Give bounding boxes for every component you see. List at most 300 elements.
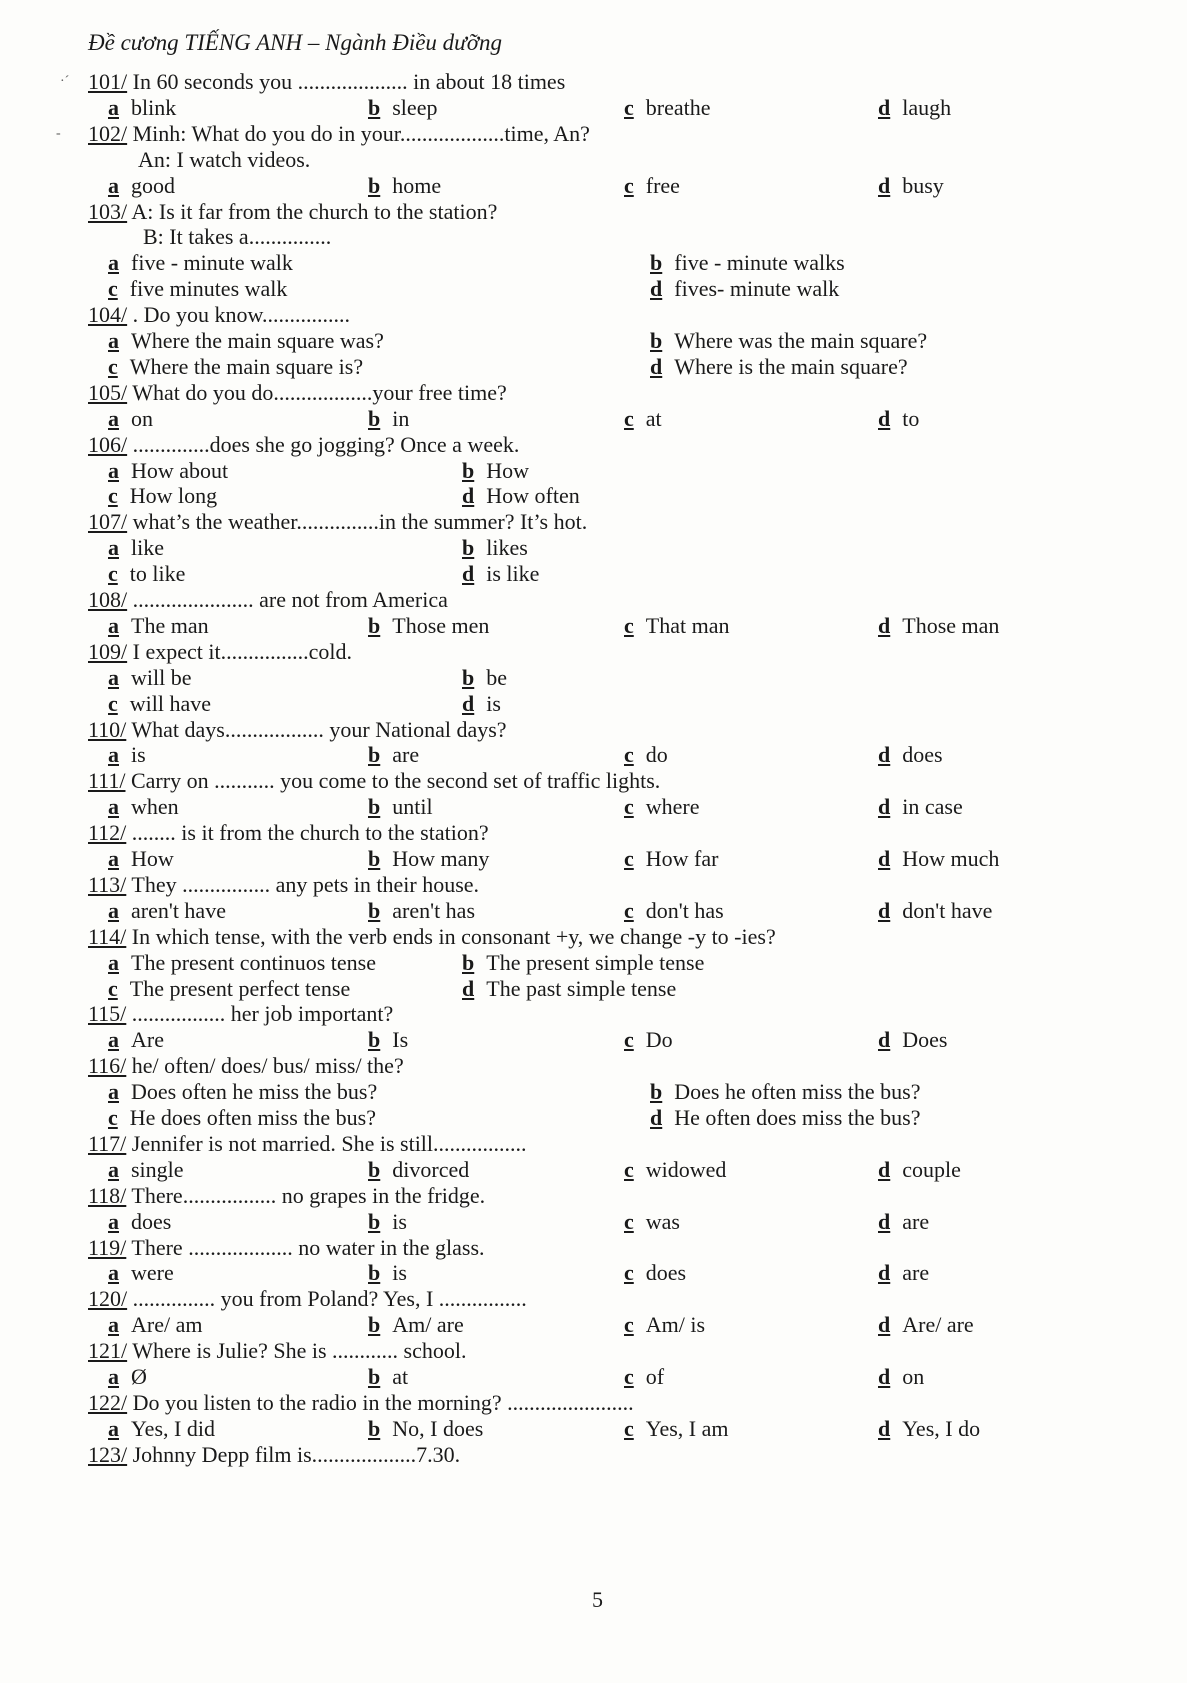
option-letter: b (368, 94, 381, 120)
option-letter: c (108, 483, 118, 509)
answer-option-d[interactable] (462, 690, 501, 718)
question-row (0, 431, 1187, 459)
option-letter: b (368, 1208, 381, 1234)
option-text: Those man (902, 612, 1000, 638)
question-stem (88, 716, 507, 744)
option-text: How long (129, 483, 218, 509)
answer-option-c[interactable] (624, 897, 724, 925)
option-letter: a (108, 742, 119, 768)
option-text: are (902, 1260, 930, 1286)
answer-option-d[interactable] (878, 793, 963, 821)
question-stem (88, 871, 479, 899)
answer-option-d[interactable] (878, 1363, 924, 1391)
option-letter: a (108, 250, 119, 276)
option-text: is like (486, 561, 540, 587)
question-text: Johnny Depp film is...................7.30. (127, 1441, 461, 1467)
answer-option-c[interactable] (624, 612, 729, 640)
answer-option-b[interactable] (462, 534, 528, 562)
answer-option-b[interactable] (368, 1311, 464, 1339)
answer-option-a[interactable] (108, 1363, 147, 1391)
answer-option-a[interactable] (108, 612, 209, 640)
answer-option-c[interactable] (624, 793, 700, 821)
answer-option-a[interactable] (108, 94, 176, 122)
answer-option-b[interactable] (368, 897, 475, 925)
answer-option-b[interactable] (462, 949, 704, 977)
option-text: Yes, I do (902, 1415, 981, 1441)
answer-option-d[interactable] (462, 482, 580, 510)
question-number: 116/ (88, 1053, 127, 1079)
answer-option-b[interactable] (368, 793, 433, 821)
option-text: How much (902, 846, 1000, 871)
answer-option-a[interactable] (108, 1259, 174, 1287)
option-text: does (902, 742, 943, 768)
question-number: 101/ (88, 69, 128, 94)
answer-option-b[interactable] (650, 249, 845, 277)
option-text: free (645, 172, 680, 198)
answer-option-b[interactable] (368, 405, 409, 433)
question-number: 123/ (88, 1441, 128, 1467)
answer-options-row (0, 560, 1187, 588)
answer-option-b[interactable] (650, 1078, 920, 1106)
answer-options-row (0, 405, 1187, 433)
option-text: home (392, 172, 442, 198)
option-text: were (131, 1260, 174, 1286)
option-text: aren't have (131, 897, 226, 923)
answer-option-a[interactable] (108, 457, 228, 485)
option-text: be (486, 664, 508, 690)
option-letter: a (108, 1027, 119, 1053)
answer-options-row (0, 534, 1187, 562)
option-letter: d (878, 897, 891, 923)
answer-option-b[interactable] (368, 172, 441, 200)
answer-option-d[interactable] (878, 1311, 974, 1339)
question-number: 105/ (88, 379, 128, 405)
option-text: was (645, 1208, 680, 1234)
option-letter: d (650, 353, 663, 379)
option-letter: b (368, 1027, 381, 1053)
answer-option-d[interactable] (878, 1156, 961, 1184)
answer-option-c[interactable] (108, 975, 350, 1003)
question-stem (88, 68, 565, 96)
option-text: fives- minute walk (674, 276, 840, 302)
option-letter: c (624, 612, 634, 638)
answer-option-a[interactable] (108, 1415, 215, 1443)
option-letter: b (368, 1156, 381, 1182)
option-letter: a (108, 612, 119, 638)
option-letter: b (650, 250, 663, 276)
option-text: do (645, 742, 668, 768)
question-stem (88, 198, 497, 226)
option-letter: a (108, 794, 119, 820)
option-letter: c (624, 742, 634, 768)
option-text: likes (486, 535, 528, 561)
answer-option-c[interactable] (624, 94, 711, 122)
question-number: 111/ (88, 768, 126, 794)
answer-option-b[interactable] (650, 327, 927, 355)
option-letter: a (108, 457, 119, 483)
answer-option-b[interactable] (368, 741, 419, 769)
question-number: 102/ (88, 120, 128, 146)
question-row (0, 638, 1187, 666)
option-letter: a (108, 846, 119, 871)
answer-option-b[interactable] (368, 94, 437, 122)
answer-option-a[interactable] (108, 949, 376, 977)
option-letter: c (108, 276, 118, 302)
option-letter: a (108, 1364, 119, 1389)
answer-option-a[interactable] (108, 327, 384, 355)
question-stem (88, 1000, 393, 1028)
option-letter: d (878, 405, 891, 431)
option-text: Yes, I am (645, 1415, 729, 1441)
answer-option-b[interactable] (368, 845, 489, 873)
option-letter: b (368, 172, 381, 198)
question-text: They ................ any pets in their house. (126, 871, 480, 897)
option-letter: d (462, 561, 475, 587)
option-text: The man (131, 612, 209, 638)
option-text: couple (902, 1156, 961, 1182)
option-text: Are/ are (902, 1312, 974, 1338)
answer-option-a[interactable] (108, 793, 179, 821)
option-letter: d (650, 1105, 663, 1130)
answer-option-a[interactable] (108, 1208, 171, 1236)
question-stem (88, 1234, 485, 1262)
answer-option-d[interactable] (878, 94, 951, 122)
option-letter: d (878, 846, 891, 871)
answer-option-d[interactable] (878, 1208, 929, 1236)
option-letter: a (108, 94, 119, 120)
question-row (0, 301, 1187, 329)
option-letter: b (650, 1079, 663, 1105)
question-text: What days.................. your National days? (126, 716, 507, 742)
option-text: blink (131, 94, 177, 120)
question-stem (88, 379, 507, 407)
answer-option-a[interactable] (108, 1156, 184, 1184)
answer-option-d[interactable] (650, 353, 908, 381)
answer-option-c[interactable] (624, 1259, 686, 1287)
answer-option-a[interactable] (108, 845, 174, 873)
option-text: good (131, 172, 175, 198)
option-text: when (131, 794, 179, 820)
question-number: 106/ (88, 431, 128, 457)
option-letter: a (108, 1079, 119, 1105)
answer-option-d[interactable] (878, 741, 943, 769)
answer-option-c[interactable] (624, 1311, 705, 1339)
option-text: Where is the main square? (674, 353, 908, 379)
answer-option-d[interactable] (878, 1026, 947, 1054)
question-stem (88, 586, 448, 614)
option-text: Where the main square is? (129, 353, 364, 379)
question-text: Where is Julie? She is ............ school. (127, 1338, 467, 1364)
answer-option-c[interactable] (108, 690, 211, 718)
option-text: Those men (392, 612, 490, 638)
option-letter: d (878, 1260, 891, 1286)
question-number: 103/ (88, 198, 128, 224)
answer-option-d[interactable] (878, 1259, 929, 1287)
answer-options-row (0, 949, 1187, 977)
answer-option-c[interactable] (108, 560, 185, 588)
option-letter: d (878, 1208, 891, 1234)
option-letter: b (368, 1312, 381, 1338)
option-letter: b (368, 897, 381, 923)
question-number: 119/ (88, 1234, 127, 1260)
question-text: I expect it................cold. (127, 638, 352, 664)
option-letter: d (878, 1415, 891, 1441)
option-letter: c (108, 561, 118, 587)
option-text: breathe (645, 94, 711, 120)
option-letter: b (368, 846, 381, 871)
answer-option-a[interactable] (108, 1026, 164, 1054)
question-number: 108/ (88, 587, 128, 612)
answer-options-row (0, 94, 1187, 122)
option-text: are (392, 742, 420, 768)
question-text: he/ often/ does/ bus/ miss/ the? (126, 1053, 404, 1079)
option-text: Does often he miss the bus? (131, 1079, 378, 1105)
question-row (0, 1285, 1187, 1313)
option-letter: c (624, 1156, 634, 1182)
answer-options-row (0, 1311, 1187, 1339)
question-number: 107/ (88, 509, 128, 535)
option-text: is (392, 1208, 407, 1234)
answer-options-row (0, 690, 1187, 718)
answer-option-b[interactable] (368, 1208, 407, 1236)
question-row (0, 120, 1187, 148)
option-letter: b (368, 1260, 381, 1286)
question-number: 121/ (88, 1338, 128, 1364)
option-text: Do (645, 1027, 673, 1053)
question-stem (88, 1052, 404, 1080)
option-text: How many (392, 846, 490, 871)
option-letter: b (368, 1415, 381, 1441)
question-number: 110/ (88, 716, 127, 742)
option-letter: a (108, 405, 119, 431)
option-text: on (902, 1364, 925, 1389)
question-row (0, 767, 1187, 795)
question-number: 118/ (88, 1182, 127, 1208)
answer-option-d[interactable] (650, 275, 839, 303)
option-letter: c (624, 172, 634, 198)
answer-options-row (0, 457, 1187, 485)
option-text: How (486, 457, 530, 483)
answer-option-c[interactable] (624, 1363, 664, 1391)
answer-options-row (0, 612, 1187, 640)
answer-option-c[interactable] (624, 1026, 673, 1054)
question-row (0, 68, 1187, 96)
option-text: is (131, 742, 146, 768)
option-text: Does (902, 1027, 948, 1053)
answer-option-c[interactable] (108, 353, 363, 381)
option-letter: c (624, 897, 634, 923)
answer-option-b[interactable] (368, 1363, 408, 1391)
answer-option-a[interactable] (108, 664, 192, 692)
answer-option-a[interactable] (108, 172, 175, 200)
question-row (0, 1337, 1187, 1365)
option-letter: b (368, 794, 381, 820)
answer-options-row (0, 845, 1187, 873)
question-number: 114/ (88, 923, 127, 949)
option-text: How (131, 846, 174, 871)
answer-option-b[interactable] (368, 1156, 469, 1184)
option-letter: c (624, 94, 634, 120)
answer-option-d[interactable] (462, 560, 539, 588)
question-stem (88, 1337, 466, 1365)
answer-option-d[interactable] (650, 1104, 920, 1132)
option-letter: d (878, 742, 891, 768)
question-row (0, 1130, 1187, 1158)
question-text: ..............does she go jogging? Once a week. (127, 431, 520, 457)
option-letter: b (368, 742, 381, 768)
option-letter: d (878, 612, 891, 638)
answer-option-d[interactable] (878, 172, 944, 200)
question-text: There................. no grapes in the fridge. (126, 1182, 486, 1208)
answer-option-a[interactable] (108, 249, 293, 277)
option-letter: c (624, 1415, 634, 1441)
option-letter: a (108, 1415, 119, 1441)
question-text: ...................... are not from America (127, 587, 448, 612)
question-subline-text: An: I watch videos. (138, 146, 311, 172)
option-text: The past simple tense (486, 975, 677, 1001)
option-letter: d (878, 1156, 891, 1182)
answer-option-c[interactable] (624, 1415, 728, 1443)
option-text: No, I does (392, 1415, 484, 1441)
answer-option-a[interactable] (108, 534, 164, 562)
question-stem (88, 1389, 634, 1417)
option-text: until (392, 794, 433, 820)
question-text: A: Is it far from the church to the station? (127, 198, 498, 224)
answer-option-c[interactable] (624, 405, 662, 433)
answer-options-row (0, 1156, 1187, 1184)
option-text: The present simple tense (486, 949, 705, 975)
answer-option-c[interactable] (624, 1208, 680, 1236)
question-text: ............... you from Poland? Yes, I ................ (127, 1286, 527, 1312)
option-text: don't has (645, 897, 724, 923)
question-stem (88, 767, 660, 795)
option-letter: a (108, 897, 119, 923)
option-text: The present perfect tense (129, 975, 351, 1001)
question-subline (0, 146, 1187, 174)
answer-option-a[interactable] (108, 1311, 202, 1339)
option-text: at (392, 1364, 409, 1389)
answer-option-c[interactable] (108, 275, 287, 303)
answer-option-c[interactable] (108, 1104, 376, 1132)
answer-option-b[interactable] (368, 1415, 483, 1443)
answer-option-a[interactable] (108, 897, 226, 925)
option-letter: b (462, 535, 475, 561)
option-text: He does often miss the bus? (129, 1105, 376, 1130)
option-letter: d (650, 276, 663, 302)
option-letter: a (108, 664, 119, 690)
question-subline (0, 223, 1187, 251)
answer-options-row (0, 327, 1187, 355)
answer-options-row (0, 275, 1187, 303)
answer-option-d[interactable] (878, 897, 992, 925)
option-text: is (486, 690, 501, 716)
question-number: 122/ (88, 1389, 128, 1415)
option-letter: a (108, 172, 119, 198)
answer-option-c[interactable] (624, 1156, 726, 1184)
question-row (0, 1000, 1187, 1028)
answer-option-a[interactable] (108, 1078, 377, 1106)
option-letter: c (108, 975, 118, 1001)
question-row (0, 1441, 1187, 1469)
question-text: Jennifer is not married. She is still................. (126, 1130, 527, 1156)
answer-option-c[interactable] (108, 482, 217, 510)
option-letter: a (108, 328, 119, 353)
answer-option-d[interactable] (878, 612, 999, 640)
answer-option-a[interactable] (108, 405, 153, 433)
option-letter: b (368, 405, 381, 431)
option-letter: d (878, 172, 891, 198)
question-stem (88, 508, 587, 536)
question-stem (88, 120, 590, 148)
option-text: will be (131, 664, 192, 690)
option-text: The present continuos tense (131, 949, 376, 975)
answer-options-row (0, 1208, 1187, 1236)
option-letter: a (108, 1312, 119, 1338)
option-text: of (645, 1364, 665, 1389)
option-letter: b (650, 328, 663, 353)
answer-option-b[interactable] (368, 1026, 408, 1054)
question-row (0, 379, 1187, 407)
answer-option-d[interactable] (878, 845, 999, 873)
option-letter: a (108, 1208, 119, 1234)
answer-options-row (0, 897, 1187, 925)
page-number: 5 (592, 1587, 603, 1612)
answer-options-row (0, 664, 1187, 692)
option-text: in (392, 405, 410, 431)
answer-option-d[interactable] (878, 1415, 980, 1443)
answer-option-d[interactable] (462, 975, 676, 1003)
option-letter: c (108, 353, 118, 379)
answer-option-b[interactable] (368, 612, 489, 640)
question-number: 120/ (88, 1286, 128, 1312)
answer-option-c[interactable] (624, 172, 680, 200)
answer-option-b[interactable] (462, 457, 529, 485)
question-subline-text: B: It takes a............... (143, 224, 332, 250)
option-letter: c (624, 1027, 634, 1053)
option-text: busy (902, 172, 944, 198)
answer-options-row (0, 1259, 1187, 1287)
option-text: don't have (902, 897, 993, 923)
option-text: will have (129, 690, 212, 716)
option-text: How about (131, 457, 229, 483)
question-stem (88, 923, 776, 951)
question-row (0, 923, 1187, 951)
answer-option-c[interactable] (624, 845, 718, 873)
question-number: 104/ (88, 302, 128, 328)
option-text: are (902, 1208, 930, 1234)
question-text: . Do you know................ (127, 302, 350, 328)
answer-options-row (0, 741, 1187, 769)
answer-option-c[interactable] (624, 741, 668, 769)
answer-option-d[interactable] (878, 405, 919, 433)
option-text: on (131, 405, 153, 431)
option-letter: b (368, 612, 381, 638)
answer-options-row (0, 793, 1187, 821)
option-letter: c (624, 405, 634, 431)
option-letter: a (108, 1260, 119, 1286)
option-text: aren't has (392, 897, 476, 923)
answer-option-b[interactable] (368, 1259, 407, 1287)
question-text: Do you listen to the radio in the morning? ....................... (127, 1389, 634, 1415)
question-stem (88, 638, 352, 666)
option-letter: d (878, 1364, 891, 1389)
option-text: five minutes walk (129, 276, 288, 302)
question-text: In which tense, with the verb ends in consonant +y, we change -y to -ies? (126, 923, 776, 949)
option-text: in case (902, 794, 963, 820)
answer-option-a[interactable] (108, 741, 146, 769)
answer-option-b[interactable] (462, 664, 507, 692)
question-row (0, 1052, 1187, 1080)
